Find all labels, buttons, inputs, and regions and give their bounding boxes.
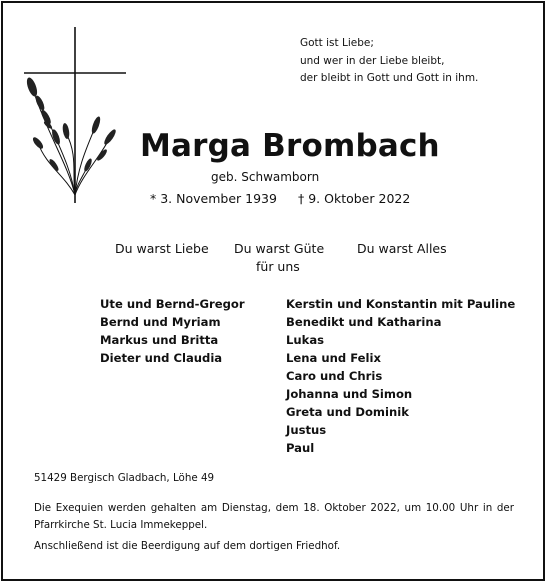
cross-with-wheat-icon [18, 25, 133, 205]
deceased-name: Marga Brombach [140, 128, 440, 164]
mourners-right-column [286, 295, 515, 457]
list-item: Dieter und Claudia [100, 351, 223, 365]
list-item: Ute und Bernd-Gregor [100, 297, 245, 311]
list-item: Kerstin und Konstantin mit Pauline [286, 297, 516, 311]
list-item: Justus [286, 423, 327, 437]
tribute-for-us: für uns [256, 259, 300, 274]
maiden-name: geb. Schwamborn [211, 170, 320, 184]
death-date: † 9. Oktober 2022 [298, 191, 411, 206]
list-item: Benedikt und Katharina [286, 315, 442, 329]
burial-info: Anschließend ist die Beerdigung auf dem dortigen Friedhof. [34, 540, 341, 552]
list-item: Caro und Chris [286, 369, 383, 383]
list-item: Bernd und Myriam [100, 315, 221, 329]
list-item: Greta und Dominik [286, 405, 409, 419]
list-item: Paul [286, 441, 315, 455]
tribute-love: Du warst Liebe [115, 241, 209, 256]
quote-line: Gott ist Liebe; [300, 37, 374, 49]
exequien-info: Die Exequien werden gehalten am Dienstag, dem 18. Oktober 2022, um 10.00 Uhr in der Pfarrkirche St. Lucia Immekeppel. [34, 502, 514, 531]
tribute-kindness: Du warst Güte [234, 241, 325, 256]
birth-date: * 3. November 1939 [150, 191, 277, 206]
mourners-left-column [100, 295, 245, 367]
list-item: Lena und Felix [286, 351, 381, 365]
list-item: Markus und Britta [100, 333, 219, 347]
quote-line: der bleibt in Gott und Gott in ihm. [300, 72, 479, 84]
list-item: Lukas [286, 333, 325, 347]
list-item: Johanna und Simon [286, 387, 413, 401]
bible-quote [300, 35, 478, 88]
address: 51429 Bergisch Gladbach, Löhe 49 [34, 472, 215, 484]
quote-line: und wer in der Liebe bleibt, [300, 54, 445, 67]
tribute-everything: Du warst Alles [357, 241, 447, 256]
